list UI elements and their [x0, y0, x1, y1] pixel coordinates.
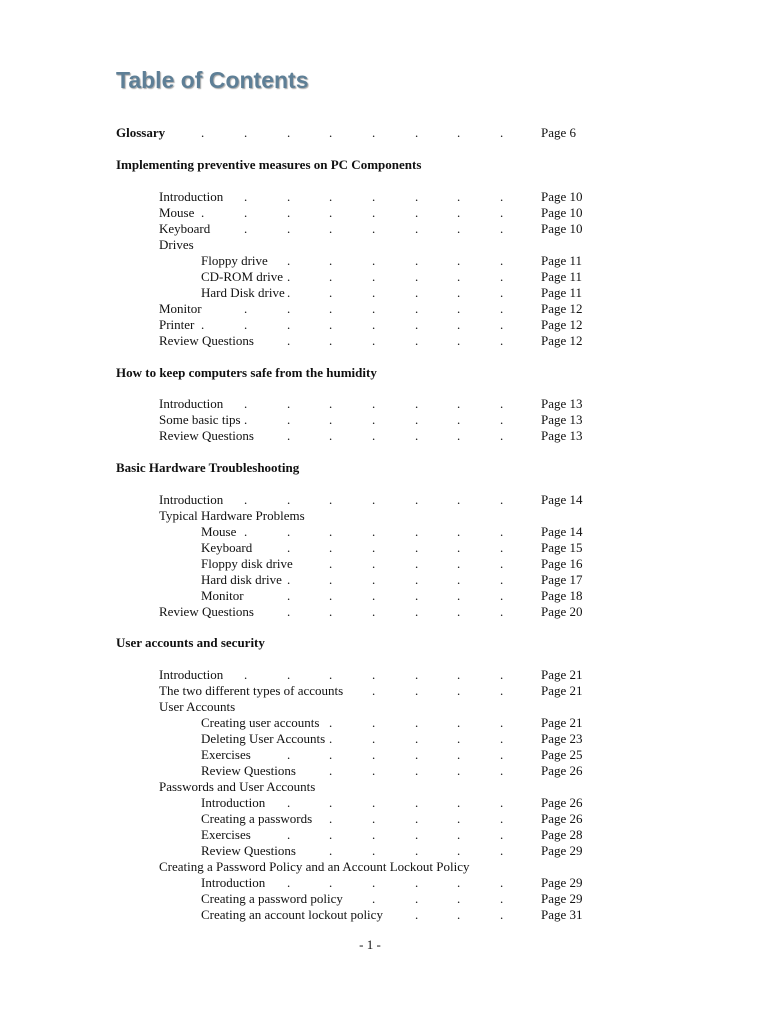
toc-page-number: Page 29 [541, 891, 583, 906]
toc-page-number: Page 29 [541, 875, 583, 890]
toc-entry-title: Review Questions [159, 333, 254, 348]
toc-entry-title: Mouse [159, 205, 195, 220]
toc-page-number: Page 23 [541, 731, 583, 746]
toc-entry-title: Keyboard [159, 221, 211, 236]
toc-entry-title: User Accounts [159, 699, 236, 714]
page-title: Table of Contents [116, 67, 309, 93]
toc-entry-title: Introduction [201, 875, 266, 890]
toc-entry-title: Review Questions [201, 763, 296, 778]
toc-entry-title: Creating a passwords [201, 811, 313, 826]
toc-entry-title: Exercises [201, 747, 251, 762]
toc-entry-title: How to keep computers safe from the humidity [116, 365, 377, 380]
toc-page-number: Page 20 [541, 604, 583, 619]
toc-page-number: Page 10 [541, 189, 583, 204]
toc-entry-title: Basic Hardware Troubleshooting [116, 460, 300, 475]
toc-entry-title: Drives [159, 237, 194, 252]
page-number-footer: - 1 - [359, 937, 381, 952]
toc-page-number: Page 14 [541, 524, 583, 539]
toc-page-number: Page 11 [541, 285, 583, 300]
toc-entry-title: Exercises [201, 827, 251, 842]
toc-entry-title: Review Questions [159, 428, 254, 443]
toc-entry-title: Implementing preventive measures on PC Components [116, 157, 422, 172]
toc-entry-title: Glossary [116, 125, 166, 140]
toc-entry-title: Monitor [159, 301, 202, 316]
toc-entry-title: Creating a Password Policy and an Account Lockout Policy [159, 859, 470, 874]
toc-page-number: Page 21 [541, 715, 583, 730]
toc-entry-title: Some basic tips [159, 412, 241, 427]
toc-entry-title: Typical Hardware Problems [159, 508, 305, 523]
toc-page-number: Page 13 [541, 412, 583, 427]
toc-page-number: Page 18 [541, 588, 583, 603]
toc-entry-title: Monitor [201, 588, 244, 603]
toc-entry-title: Printer [159, 317, 195, 332]
toc-page-number: Page 12 [541, 317, 583, 332]
toc-entry-title: The two different types of accounts [159, 683, 344, 698]
toc-page-number: Page 17 [541, 572, 583, 587]
toc-page-number: Page 14 [541, 492, 583, 507]
toc-page-number: Page 10 [541, 221, 583, 236]
toc-page-number: Page 21 [541, 683, 583, 698]
toc-page-number: Page 11 [541, 269, 583, 284]
toc-entry-title: Creating a password policy [201, 891, 343, 906]
toc-entry-title: Hard disk drive [201, 572, 282, 587]
toc-page-number: Page 29 [541, 843, 583, 858]
toc-page-number: Page 13 [541, 396, 583, 411]
toc-entry-title: Creating an account lockout policy [201, 907, 383, 922]
toc-page-number: Page 12 [541, 301, 583, 316]
toc-entry-title: Review Questions [201, 843, 296, 858]
toc-page-number: Page 28 [541, 827, 583, 842]
toc-entry-title: Floppy disk drive [201, 556, 293, 571]
toc-page-number: Page 13 [541, 428, 583, 443]
toc-page-number: Page 11 [541, 253, 583, 268]
toc-page-number: Page 31 [541, 907, 583, 922]
toc-page-number: Page 25 [541, 747, 583, 762]
toc-entry-title: Introduction [159, 492, 224, 507]
toc-page-number: Page 10 [541, 205, 583, 220]
toc-page-number: Page 26 [541, 811, 583, 826]
toc-entry-title: Creating user accounts [201, 715, 320, 730]
toc-page-number: Page 16 [541, 556, 583, 571]
toc-entry-title: Keyboard [201, 540, 253, 555]
toc-entry-title: Hard Disk drive [201, 285, 285, 300]
toc-entry-title: Introduction [159, 189, 224, 204]
toc-page-number: Page 6 [541, 125, 577, 140]
toc-page-number: Page 26 [541, 763, 583, 778]
toc-entry-title: Introduction [201, 795, 266, 810]
toc-entry-title: Floppy drive [201, 253, 268, 268]
toc-entry-title: Mouse [201, 524, 237, 539]
toc-entry-title: CD-ROM drive [201, 269, 283, 284]
toc-entry-title: Introduction [159, 667, 224, 682]
toc-page-number: Page 21 [541, 667, 583, 682]
toc-entry-title: Passwords and User Accounts [159, 779, 316, 794]
toc-page-number: Page 26 [541, 795, 583, 810]
toc-entry-title: Introduction [159, 396, 224, 411]
toc-entry-title: Deleting User Accounts [201, 731, 326, 746]
toc-page-number: Page 15 [541, 540, 583, 555]
toc-entry-title: User accounts and security [116, 635, 265, 650]
toc-page-number: Page 12 [541, 333, 583, 348]
toc-entry-title: Review Questions [159, 604, 254, 619]
